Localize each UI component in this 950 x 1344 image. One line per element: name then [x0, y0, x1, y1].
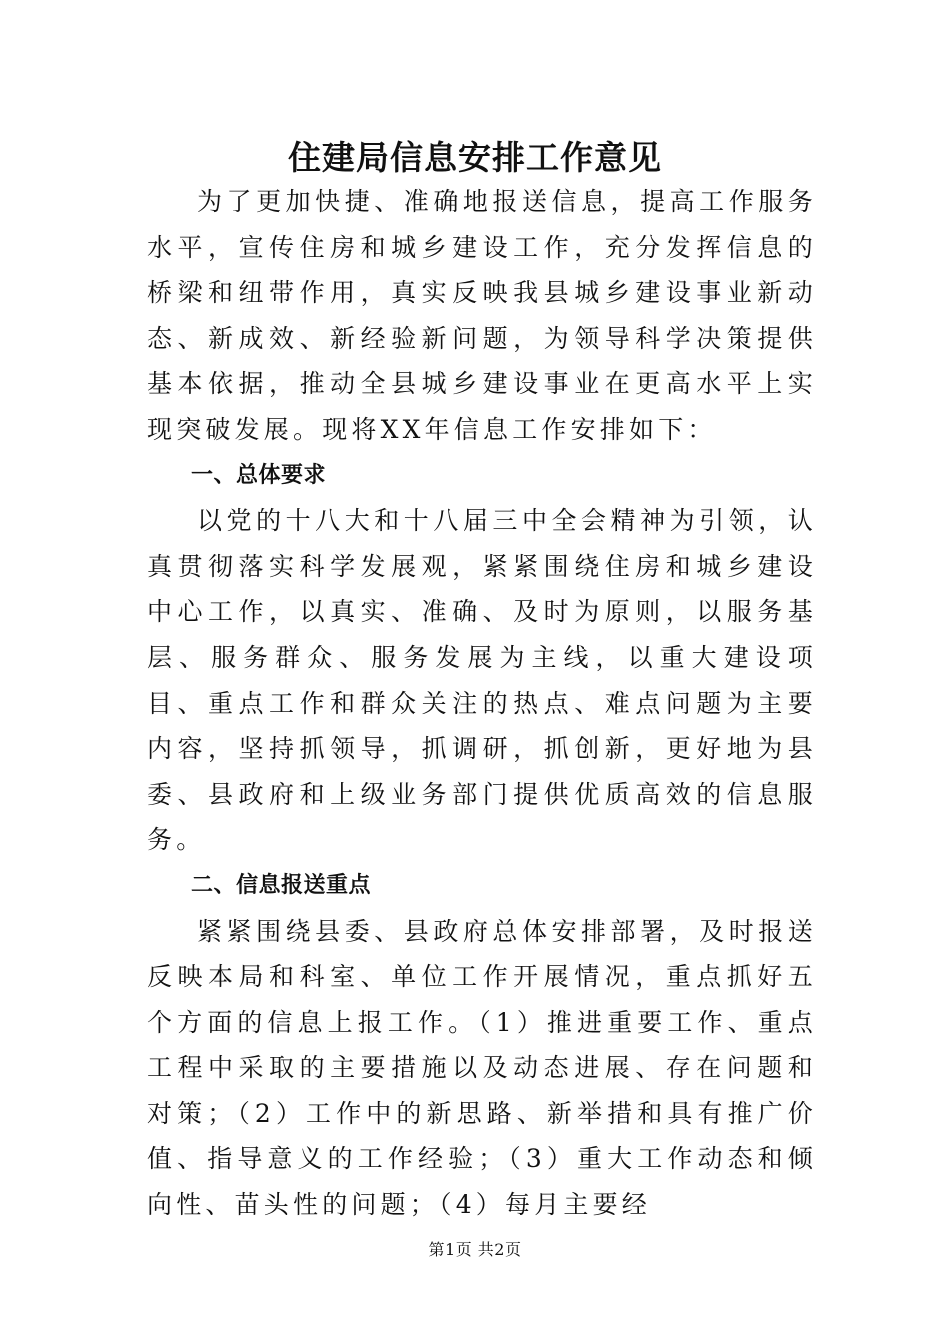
- section-heading-reporting-focus: 二、信息报送重点: [191, 872, 372, 898]
- general-requirements-paragraph: 以党的十八大和十八届三中全会精神为引领，认真贯彻落实科学发展观，紧紧围绕住房和城乡建设中心工作，以真实、准确、及时为原则，以服务基层、服务群众、服务发展为主线，以重大建设项目、重点工作和群众关注的热点、难点问题为主要内容，坚持抓领导，抓调研，抓创新，更好地为县委、县政府和上级业务部门提供优质高效的信息服务。: [147, 506, 817, 855]
- intro-paragraph: 为了更加快捷、准确地报送信息，提高工作服务水平，宣传住房和城乡建设工作，充分发挥信息的桥梁和纽带作用，真实反映我县城乡建设事业新动态、新成效、新经验新问题，为领导科学决策提供基本依据，推动全县城乡建设事业在更高水平上实现突破发展。现将XX年信息工作安排如下：: [147, 187, 817, 444]
- section-heading-general-requirements: 一、总体要求: [191, 462, 327, 488]
- document-title: 住建局信息安排工作意见: [288, 138, 662, 177]
- page-number-footer: 第1页 共2页: [428, 1240, 522, 1259]
- document-body: [147, 179, 817, 1228]
- reporting-focus-paragraph: 紧紧围绕县委、县政府总体安排部署，及时报送反映本局和科室、单位工作开展情况，重点抓好五个方面的信息上报工作。（1）推进重要工作、重点工程中采取的主要措施以及动态进展、存在问题和对策；（2）工作中的新思路、新举措和具有推广价值、指导意义的工作经验；（3）重大工作动态和倾向性、苗头性的问题；（4）每月主要经: [147, 916, 817, 1220]
